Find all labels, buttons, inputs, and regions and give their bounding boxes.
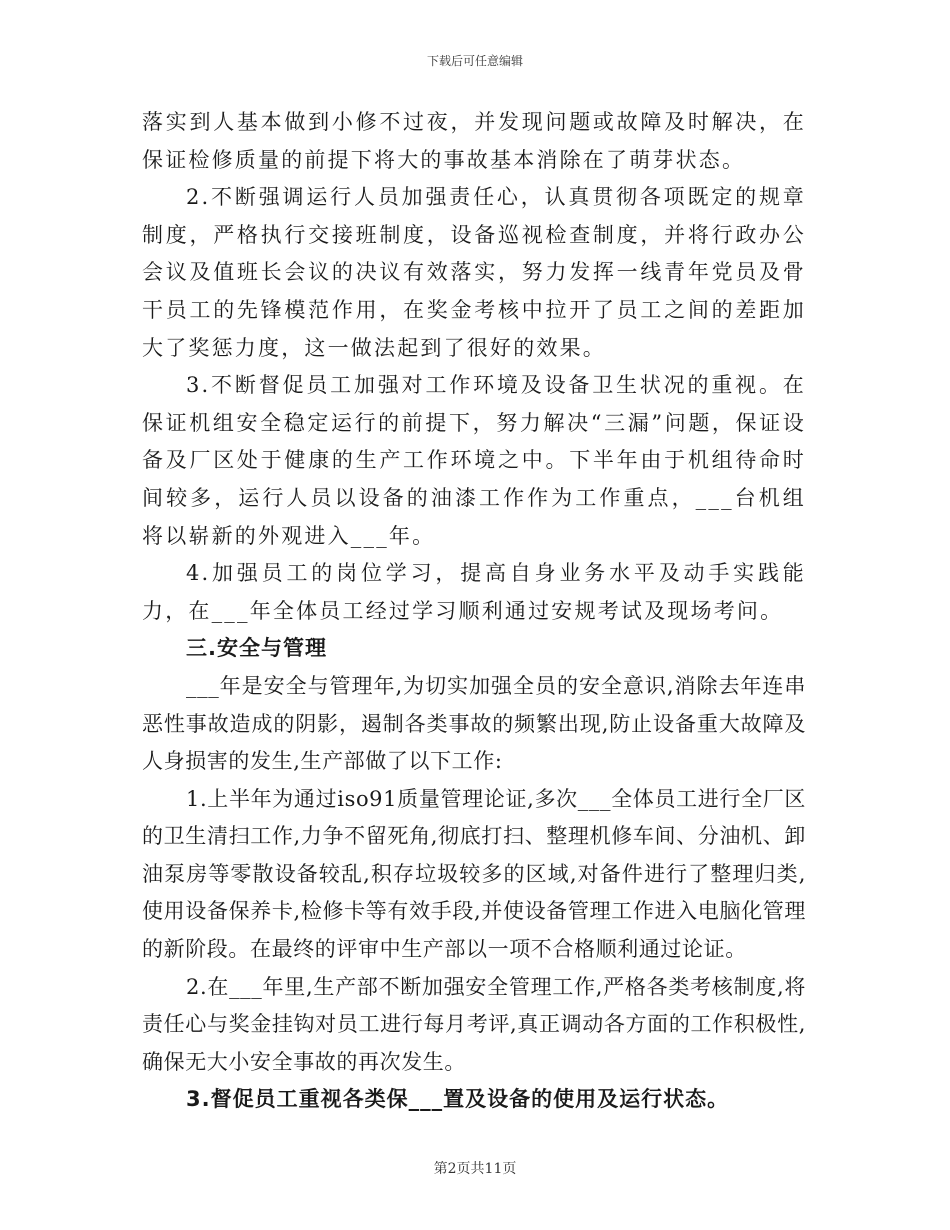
paragraph-section-item-2: 2.在___年里,生产部不断加强安全管理工作,严格各类考核制度,将责任心与奖金挂钩对员工进行每月考评,真正调动各方面的工作积极性,确保无大小安全事故的再次发生。 bbox=[142, 974, 806, 1074]
paragraph-section-item-3: 3.督促员工重视各类保___置及设备的使用及运行状态。 bbox=[186, 1087, 730, 1112]
page-header: 下载后可任意编辑 bbox=[426, 54, 523, 68]
paragraph-item-2: 2.不断强调运行人员加强责任心，认真贯彻各项既定的规章制度，严格执行交接班制度，设备巡视检查制度，并将行政办公会议及值班长会议的决议有效落实，努力发挥一线青年党员及骨干员工的先锋模范作用，在奖金考核中拉开了员工之间的差距加大了奖惩力度，这一做法起到了很好的效果。 bbox=[142, 185, 806, 360]
paragraph-continuation: 落实到人基本做到小修不过夜，并发现问题或故障及时解决，在保证检修质量的前提下将大的事故基本消除在了萌芽状态。 bbox=[142, 110, 806, 172]
page-footer: 第2页共11页 bbox=[433, 1161, 517, 1177]
section-heading: 三.安全与管理 bbox=[186, 636, 327, 661]
paragraph-item-3: 3.不断督促员工加强对工作环境及设备卫生状况的重视。在保证机组安全稳定运行的前提下，努力解决“三漏”问题，保证设备及厂区处于健康的生产工作环境之中。下半年由于机组待命时间较多，运行人员以设备的油漆工作作为工作重点，___台机组将以崭新的外观进入___年。 bbox=[142, 373, 806, 548]
paragraph-item-4: 4.加强员工的岗位学习，提高自身业务水平及动手实践能力，在___年全体员工经过学习顺利通过安规考试及现场考问。 bbox=[142, 561, 806, 623]
document-body bbox=[142, 104, 806, 1119]
paragraph-section-intro: ___年是安全与管理年,为切实加强全员的安全意识,消除去年连串恶性事故造成的阴影，遏制各类事故的频繁出现,防止设备重大故障及人身损害的发生,生产部做了以下工作: bbox=[142, 673, 806, 774]
paragraph-section-item-1: 1.上半年为通过iso91质量管理论证,多次___全体员工进行全厂区的卫生清扫工作,力争不留死角,彻底打扫、整理机修车间、分油机、卸油泵房等零散设备较乱,积存垃圾较多的区域,对备件进行了整理归类,使用设备保养卡,检修卡等有效手段,并使设备管理工作进入电脑化管理的新阶段。在最终的评审中生产部以一项不合格顺利通过论证。 bbox=[142, 786, 806, 962]
